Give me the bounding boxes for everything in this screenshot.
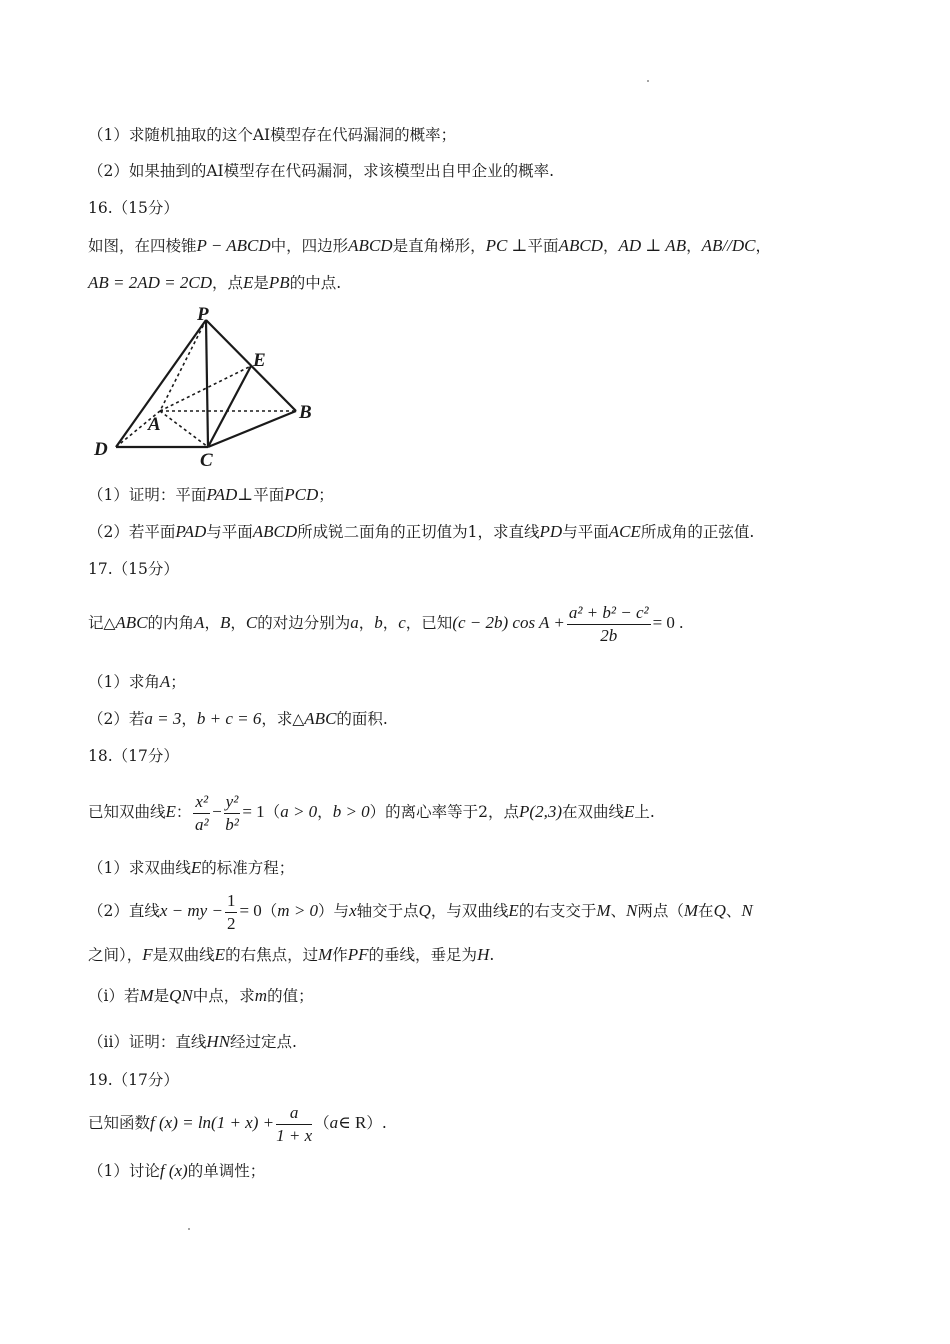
- vertex-label-P: P: [197, 304, 209, 325]
- hidden-edge-AC: [160, 411, 208, 447]
- q15-part2: （2）如果抽到的AI模型存在代码漏洞，求该模型出自甲企业的概率.: [88, 162, 555, 180]
- q16-part2: （2）若平面PAD与平面ABCD所成锐二面角的正切值为1，求直线PD与平面ACE所成角的正弦值.: [88, 522, 755, 541]
- fraction: $\frac{\text{y²}}{\text{b²}}$: [225, 791, 239, 834]
- pyramid-figure: [90, 300, 330, 475]
- q17-part2: （2）若a = 3，b + c = 6，求△ABC的面积.: [88, 709, 388, 728]
- q16-stem-line1: 如图，在四棱锥P − ABCD中，四边形ABCD是直角梯形，PC ⊥平面ABCD，AD ⊥ AB，AB//DC，: [88, 236, 771, 255]
- q18-heading: 18.（17分）: [88, 747, 179, 765]
- vertex-label-A: A: [148, 414, 161, 435]
- q19-heading: 19.（17分）: [88, 1071, 179, 1089]
- fraction: $\frac{\text{a² + b² − c²}}{2b}$: [568, 602, 649, 645]
- q19-part1: （1）讨论f (x)的单调性；: [88, 1161, 266, 1180]
- edge-PC: [206, 320, 208, 447]
- q15-part1: （1）求随机抽取的这个AI模型存在代码漏洞的概率；: [88, 126, 457, 144]
- q16-part1: （1）证明：平面PAD⊥平面PCD；: [88, 485, 334, 504]
- scan-dot: [188, 1228, 190, 1230]
- q18-subpart-ii: （ii）证明：直线HN经过定点.: [88, 1032, 297, 1051]
- q18-stem: 已知双曲线E： $\frac{\text{x²}}{\text{a²}}$ − $\frac{\text{y²}}{\text{b²}}$ = 1（a > 0，b > 0）的离心率等于2，点P(2,3)在双曲线E上.: [88, 791, 655, 834]
- hidden-segment-AE: [160, 366, 251, 411]
- edge-PB: [206, 320, 296, 411]
- q17-part1: （1）求角A；: [88, 672, 186, 691]
- scan-dot: [647, 80, 649, 82]
- q16-heading: 16.（15分）: [88, 199, 179, 217]
- edge-CB: [208, 411, 296, 447]
- q18-part2-line1: （2）直线x − my − $\frac{1}{2}$ = 0（m > 0）与x轴交于点Q，与双曲线E的右支交于M、N两点（M在Q、N: [88, 890, 753, 933]
- q16-stem-line2: AB = 2AD = 2CD，点E是PB的中点.: [88, 273, 342, 292]
- vertex-label-E: E: [253, 350, 266, 371]
- vertex-label-C: C: [200, 450, 213, 471]
- segment-CE: [208, 366, 251, 447]
- q19-stem: 已知函数f (x) = ln(1 + x) + $\frac{a}{1 + x}$ （a∈ R）.: [88, 1102, 387, 1145]
- q18-part1: （1）求双曲线E的标准方程；: [88, 858, 295, 877]
- hidden-edge-PA: [160, 320, 206, 411]
- fraction: $\frac{a}{1 + x}$: [276, 1102, 313, 1145]
- q17-stem: 记△ABC的内角A，B，C的对边分别为a，b，c，已知(c − 2b) cos A + $\frac{\text{a² + b² − c²}}{2b}$ = 0 .: [88, 602, 684, 645]
- q17-heading: 17.（15分）: [88, 560, 179, 578]
- edge-PD: [116, 320, 206, 447]
- fraction: $\frac{1}{2}$: [226, 890, 236, 933]
- fraction: $\frac{\text{x²}}{\text{a²}}$: [194, 791, 209, 834]
- vertex-label-B: B: [299, 402, 312, 423]
- q18-subpart-i: （i）若M是QN中点，求m的值；: [88, 986, 314, 1005]
- q18-part2-line2: 之间），F是双曲线E的右焦点，过M作PF的垂线，垂足为H.: [88, 945, 495, 964]
- vertex-label-D: D: [94, 439, 108, 460]
